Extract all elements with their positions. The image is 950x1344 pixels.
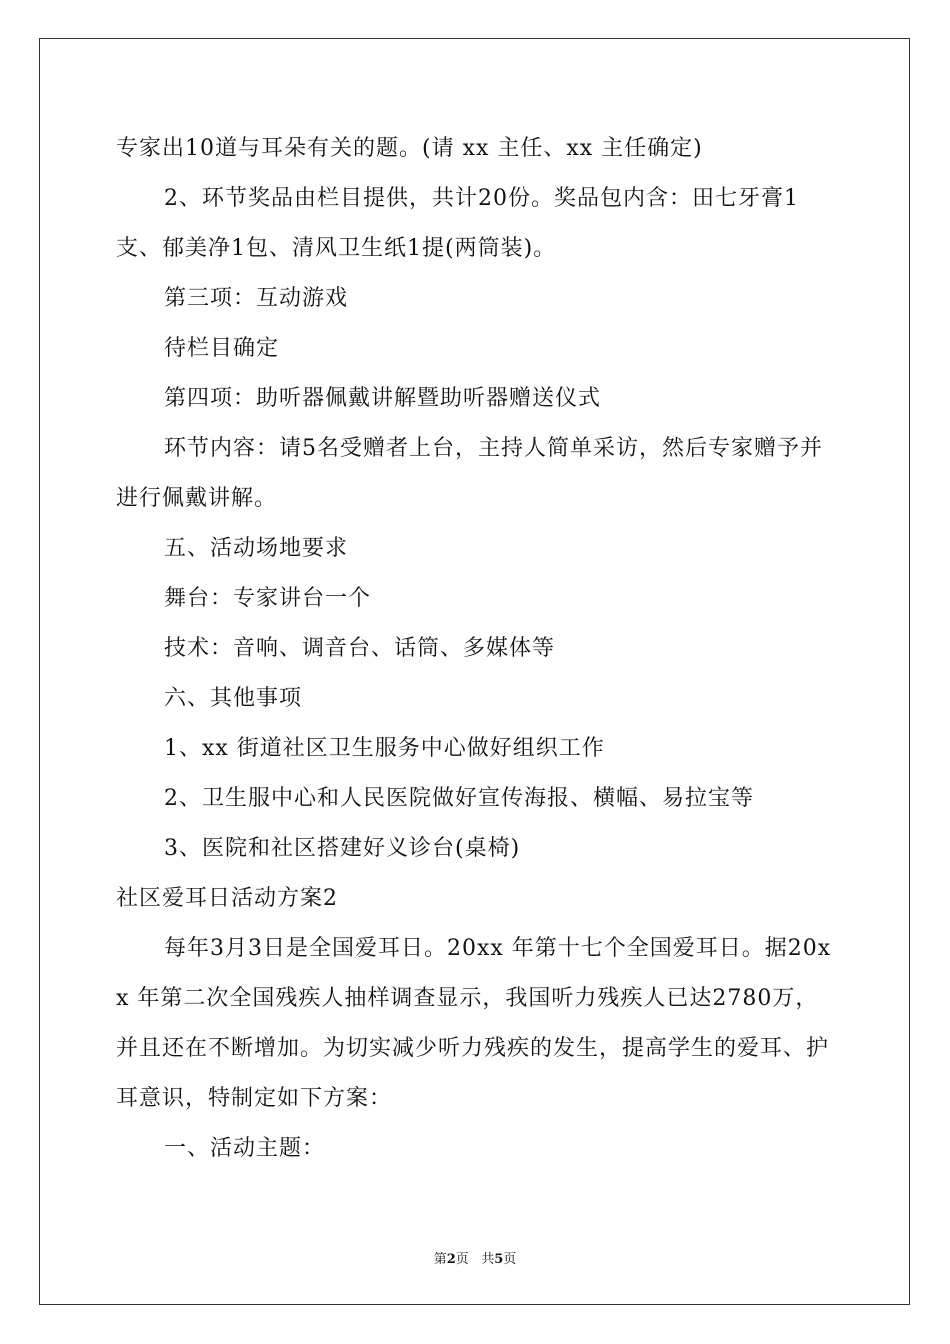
page-prefix: 第 [433,1252,447,1267]
paragraph: 专家出10道与耳朵有关的题。(请 xx 主任、xx 主任确定) [116,136,703,161]
paragraph: 待栏目确定 [164,336,280,361]
list-item: 1、xx 街道社区卫生服务中心做好组织工作 [164,736,605,761]
paragraph: 每年3月3日是全国爱耳日。20xx 年第十七个全国爱耳日。据20xx 年第二次全国残疾人抽样调查显示，我国听力残疾人已达2780万，并且还在不断增加。为切实减少听力残疾的发生，提高学生的爱耳、护耳意识，特制定如下方案： [116,936,832,1111]
list-item: 3、医院和社区搭建好义诊台(桌椅) [164,836,521,861]
document-title: 社区爱耳日活动方案2 [116,886,338,911]
document-body [116,124,840,1174]
section-heading: 第三项：互动游戏 [164,286,349,311]
list-item: 2、卫生服中心和人民医院做好宣传海报、横幅、易拉宝等 [164,786,754,811]
page-current: 2 [446,1252,456,1267]
paragraph: 技术：音响、调音台、话筒、多媒体等 [164,636,556,661]
paragraph: 舞台：专家讲台一个 [164,586,372,611]
page-footer [0,1248,950,1267]
page-total: 5 [494,1252,504,1267]
section-heading: 六、其他事项 [164,686,303,711]
page-mid: 页 共 [455,1252,495,1267]
section-heading: 第四项：助听器佩戴讲解暨助听器赠送仪式 [164,386,602,411]
page-suffix: 页 [503,1252,517,1267]
paragraph: 环节内容：请5名受赠者上台，主持人简单采访，然后专家赠予并进行佩戴讲解。 [116,436,823,511]
paragraph: 2、环节奖品由栏目提供，共计20份。奖品包内含：田七牙膏1支、郁美净1包、清风卫生纸1提(两筒装)。 [116,186,799,261]
section-heading: 五、活动场地要求 [164,536,349,561]
section-heading: 一、活动主题： [164,1136,326,1161]
